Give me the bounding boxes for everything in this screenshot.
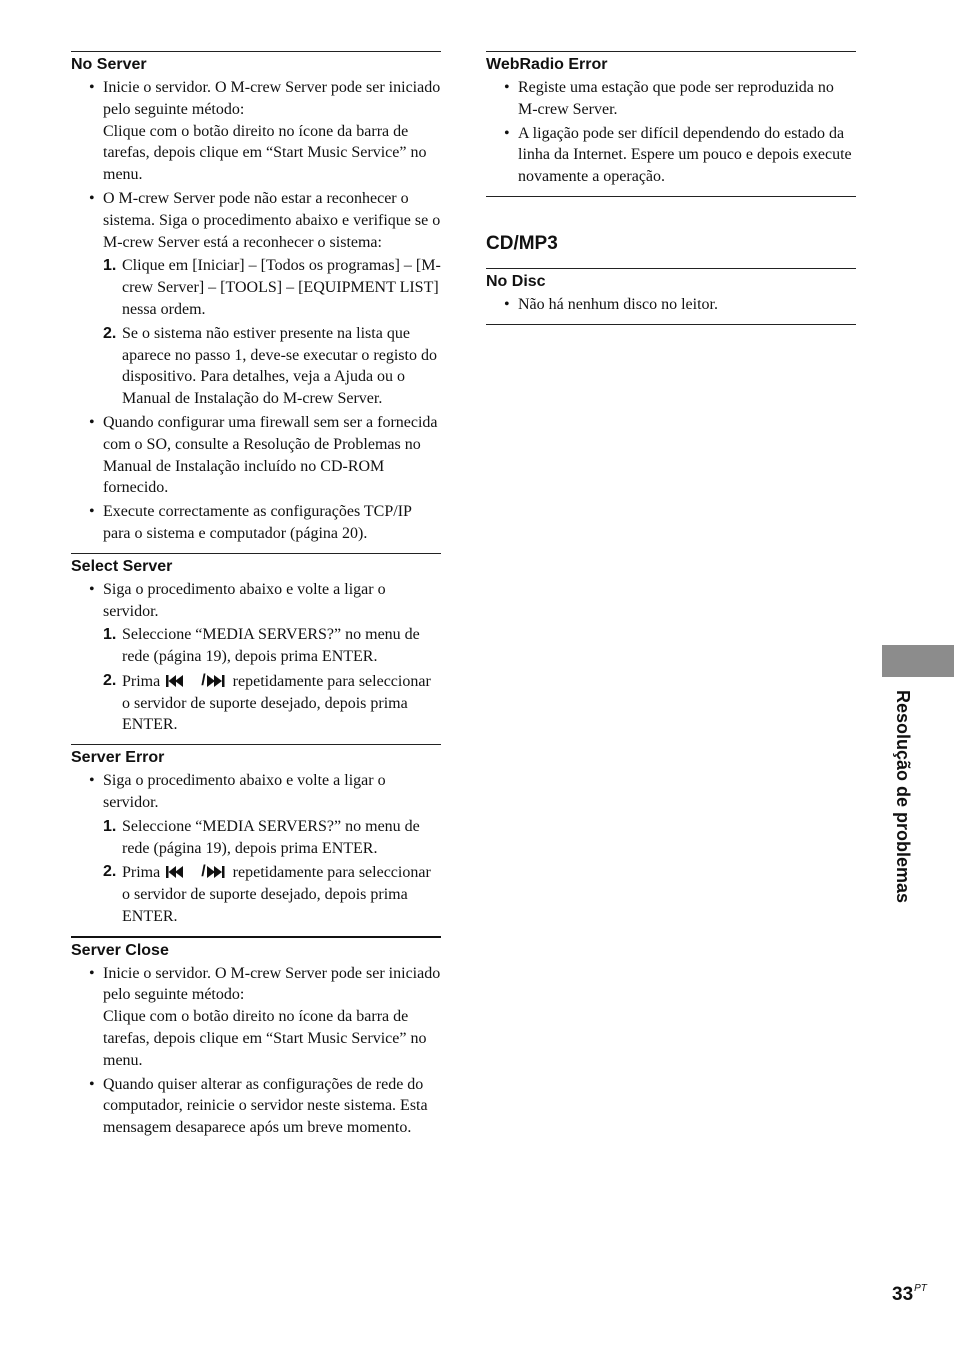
chapter-side-label: Resolução de problemas [893,690,913,904]
bullet: • [504,79,510,96]
step-text-pre: Prima [122,864,161,882]
left-column [71,51,441,1141]
list-item [71,188,441,253]
section-select-server [71,553,441,744]
list-item [71,770,441,814]
item-text: Clique com o botão direito no ícone da barra de tarefas, depois clique em “Start Music Service” no menu. [103,1008,427,1069]
skip-previous-icon [166,674,200,688]
chapter-tab-marker [882,645,954,677]
list-item [71,501,441,545]
section-no-disc [486,268,856,325]
step-item [71,861,441,927]
bullet: • [89,772,95,790]
step-text-pre: Prima [122,672,161,690]
section-title: No Server [71,56,147,73]
bullet: • [89,1075,95,1093]
step-item [71,323,441,410]
step-text-post: repetidamente para seleccionar o servidor de suporte desejado, depois prima ENTER. [122,672,431,734]
bullet: • [89,964,95,982]
step-number: 1. [103,626,117,644]
skip-buttons-symbol [166,670,226,692]
bullet: • [89,413,95,431]
step-number: 1. [103,257,117,275]
skip-next-icon [207,674,227,688]
bullet: • [504,295,510,313]
right-column [486,51,856,325]
item-text: Inicie o servidor. O M-crew Server pode ser iniciado pelo seguinte método: [103,964,441,1004]
list-item [71,1074,441,1139]
page-number [892,1283,927,1306]
section-server-close [71,936,441,1139]
step-number: 2. [103,863,117,881]
section-title: WebRadio Error [486,56,608,73]
list-item [71,579,441,623]
bullet: • [89,189,95,207]
section-title: Select Server [71,557,173,575]
section-webradio-error [486,51,856,197]
list-item [486,77,856,121]
item-text: Siga o procedimento abaixo e volte a ligar o servidor. [103,772,386,811]
bullet: • [89,79,95,96]
step-text: Clique em [Iniciar] – [Todos os programas] – [M-crew Server] – [TOOLS] – [EQUIPMENT LIST] nessa ordem. [122,257,441,318]
list-item [71,77,441,186]
step-text: Se o sistema não estiver presente na lista que aparece no passo 1, deve-se executar o registo do dispositivo. Para detalhes, veja a Ajuda ou o Manual de Instalação do M-crew Server. [122,324,437,408]
step-number: 2. [103,671,117,689]
step-text [122,670,441,736]
item-text: A ligação pode ser difícil dependendo do estado da linha da Internet. Espere um pouco e depois execute novamente a operação. [518,124,852,186]
item-text: Quando configurar uma firewall sem ser a fornecida com o SO, consulte a Resolução de Problemas no Manual de Instalação incluído no CD-ROM fornecido. [103,413,438,497]
section-title: Server Close [71,941,169,959]
step-text: Seleccione “MEDIA SERVERS?” no menu de rede (página 19), depois prima ENTER. [122,626,420,666]
section-title: No Disc [486,272,546,290]
step-text-post: repetidamente para seleccionar o servidor de suporte desejado, depois prima ENTER. [122,864,431,925]
skip-separator: / [201,863,206,881]
bullet: • [89,503,95,521]
step-number: 1. [103,817,117,835]
section-server-error [71,744,441,935]
item-text: Quando quiser alterar as configurações de rede do computador, reinicie o servidor neste sistema. Esta mensagem desaparece após um breve momento. [103,1075,428,1137]
step-number: 2. [103,324,117,342]
chapter-heading-cd-mp3: CD/MP3 [486,232,558,254]
page-language-code: PT [914,1283,927,1294]
list-item [486,294,856,316]
step-item [71,255,441,320]
step-text [122,861,441,927]
step-item [71,670,441,736]
bullet: • [504,124,510,142]
skip-separator: / [201,671,206,689]
skip-buttons-symbol [166,861,226,883]
item-text: Siga o procedimento abaixo e volte a ligar o servidor. [103,580,386,620]
section-no-server [71,51,441,553]
item-text: Não há nenhum disco no leitor. [518,295,718,313]
step-item [71,816,441,860]
page-number-value: 33 [892,1284,914,1305]
section-title: Server Error [71,749,165,767]
list-item [71,412,441,499]
step-item [71,624,441,668]
item-text: Execute correctamente as configurações TCP/IP para o sistema e computador (página 20). [103,503,412,542]
item-text: Registe uma estação que pode ser reproduzida no M-crew Server. [518,79,834,118]
item-text: Inicie o servidor. O M-crew Server pode ser iniciado pelo seguinte método: [103,79,441,118]
step-text: Seleccione “MEDIA SERVERS?” no menu de rede (página 19), depois prima ENTER. [122,817,420,857]
skip-previous-icon [166,865,200,879]
list-item [486,123,856,188]
item-text: O M-crew Server pode não estar a reconhecer o sistema. Siga o procedimento abaixo e verifique se o M-crew Server está a reconhecer o sistema: [103,189,441,251]
item-text: Clique com o botão direito no ícone da barra de tarefas, depois clique em “Start Music Service” no menu. [103,122,427,184]
bullet: • [89,580,95,598]
list-item [71,963,441,1072]
skip-next-icon [207,865,227,879]
